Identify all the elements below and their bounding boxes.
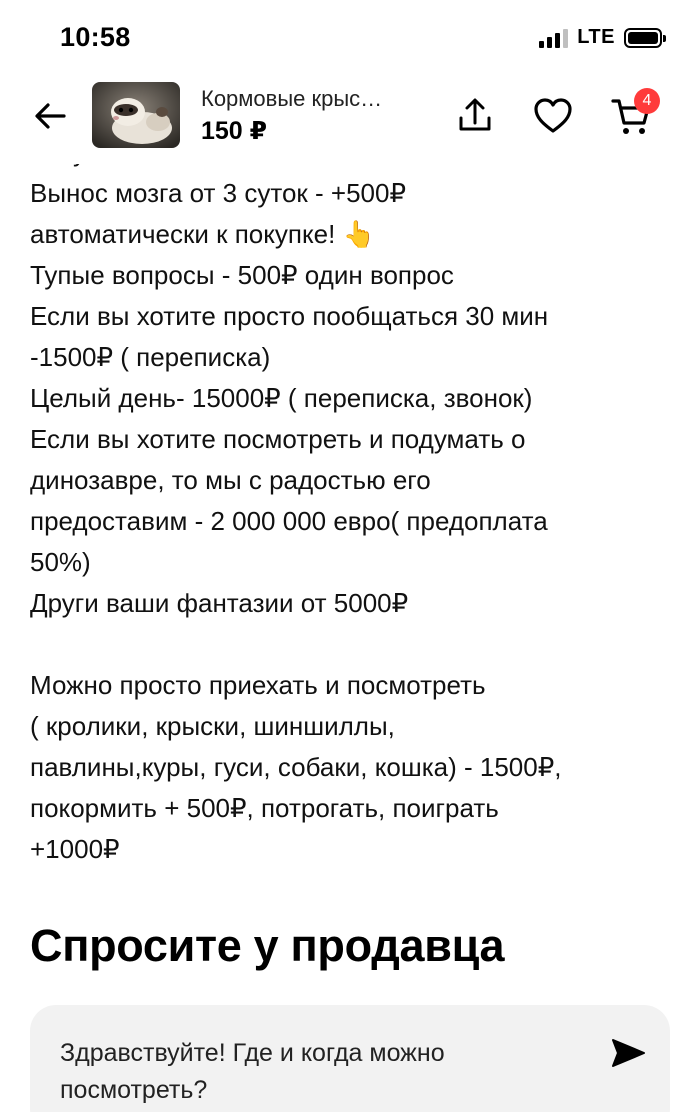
description-line: Целый день- 15000₽ ( переписка, звонок) [30, 383, 533, 413]
description-line: динозавре, то мы с радостью его [30, 465, 431, 495]
description-line: Тупые вопросы - 500₽ один вопрос [30, 260, 454, 290]
send-button[interactable] [608, 1033, 648, 1073]
share-icon [455, 96, 495, 136]
signal-icon [539, 28, 568, 48]
send-icon [608, 1033, 648, 1073]
description-line: покормить + 500₽, потрогать, поиграть [30, 793, 499, 823]
network-type: LTE [577, 26, 615, 48]
cart-button[interactable] [609, 94, 653, 138]
description-line: Вынос мозга от 3 суток - +500₽ [30, 178, 406, 208]
status-indicators [539, 26, 662, 49]
description-line: Если вы хотите просто пообщаться 30 мин [30, 301, 549, 331]
description-line: павлины,куры, гуси, собаки, кошка) - 1500₽, [30, 752, 562, 782]
status-time: 10:58 [60, 22, 131, 52]
status-bar [0, 0, 700, 78]
ferret-photo [92, 82, 180, 148]
listing-header [0, 78, 700, 154]
description-line: Если вы хотите посмотреть и подумать о [30, 424, 526, 454]
description-line: автоматически к покупке! 👆 [30, 219, 375, 249]
favorite-button[interactable] [531, 94, 575, 138]
battery-icon [624, 28, 662, 48]
description-line: -1500₽ ( переписка) [30, 342, 271, 372]
cart-count-badge: 4 [634, 88, 660, 114]
description-line: ( кролики, крыски, шиншиллы, [30, 711, 395, 741]
description-line: предоставим - 2 000 000 евро( предоплата [30, 506, 548, 536]
ask-seller-heading: Спросите у продавца [30, 920, 505, 971]
description-line: Други ваши фантазии от 5000₽ [30, 588, 409, 618]
listing-thumbnail[interactable] [92, 82, 180, 148]
listing-description [30, 132, 680, 870]
quick-message-text: Здравствуйте! Где и когда можно посмотреть? [60, 1039, 445, 1104]
description-line: 50%) [30, 547, 91, 577]
heart-icon [532, 96, 574, 136]
back-button[interactable] [30, 96, 70, 136]
share-button[interactable] [453, 94, 497, 138]
description-blank-line [30, 624, 680, 665]
listing-title: Кормовые крыс… [201, 86, 383, 111]
quick-message-card[interactable] [30, 1005, 670, 1112]
description-line: Можно просто приехать и посмотреть [30, 670, 486, 700]
description-line: +1000₽ [30, 834, 120, 864]
listing-price: 150 ₽ [201, 117, 268, 145]
arrow-left-icon [30, 96, 70, 136]
